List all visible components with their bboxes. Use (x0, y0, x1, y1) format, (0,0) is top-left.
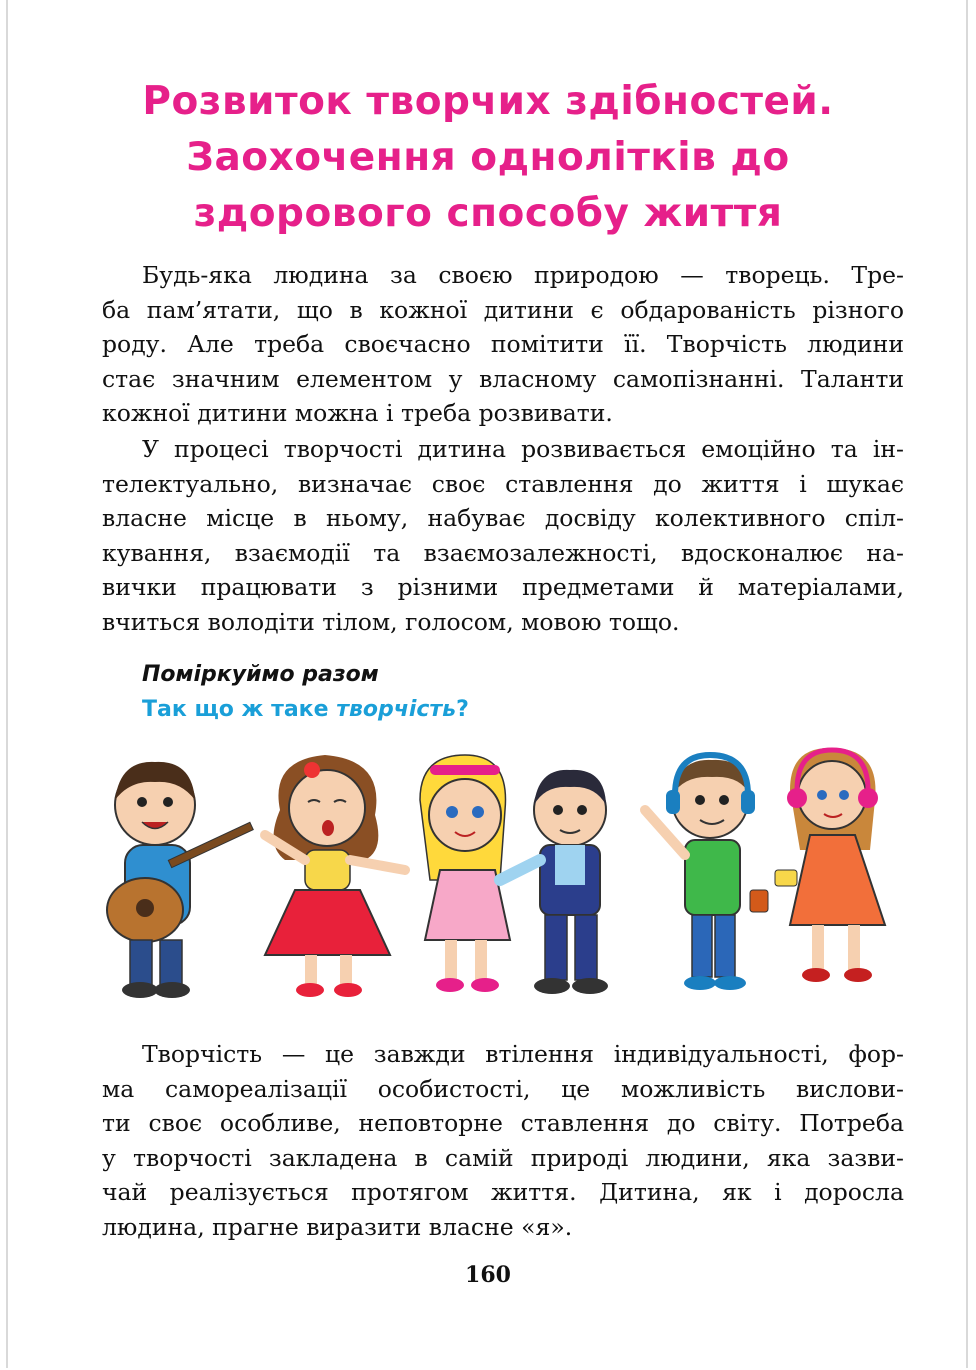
singing-girl (265, 755, 405, 997)
paragraph-line: у творчості закладена в самій природі людини, яка зазви- (102, 1143, 904, 1172)
title-line-2: Заохочення однолітків до (186, 135, 790, 180)
question-heading (142, 697, 469, 722)
question-prefix: Так що ж таке (142, 697, 337, 722)
girl-with-headphones (775, 748, 885, 982)
paragraph-line: кування, взаємодії та взаємозалежності, вдосконалює на- (102, 538, 904, 567)
paragraph-line: чай реалізується протягом життя. Дитина, як і доросла (102, 1178, 904, 1207)
paragraph-line: кожної дитини можна і треба розвивати. (102, 399, 613, 428)
paragraph-line: ти своє особливе, неповторне ставлення до світу. Потреба (102, 1109, 904, 1138)
boy-with-guitar (107, 762, 253, 998)
paragraph-line: стає значним елементом у власному самопізнанні. Таланти (102, 364, 904, 393)
boy-with-headphones (645, 755, 768, 990)
title-line-1: Розвиток творчих здібностей. (142, 79, 834, 124)
page-title (100, 74, 876, 242)
paragraph-2 (102, 432, 904, 640)
paragraph-3 (102, 1037, 904, 1245)
paragraph-line: вчиться володіти тілом, голосом, мовою тощо. (102, 607, 680, 636)
paragraph-line: У процесі творчості дитина розвивається емоційно та ін- (142, 435, 904, 463)
think-together-heading: Поміркуймо разом (142, 662, 379, 687)
page-number: 160 (465, 1262, 511, 1288)
paragraph-line: роду. Але треба своєчасно помітити її. Творчість людини (102, 330, 904, 359)
question-term: творчість (336, 697, 457, 722)
paragraph-line: ма самореалізації особистості, це можливість вислови- (102, 1074, 904, 1103)
paragraph-line: ба пам’ятати, що в кожної дитини є обдарованість різного (102, 295, 904, 324)
paragraph-line: Творчість — це завжди втілення індивідуальності, фор- (142, 1040, 904, 1068)
children-illustration (100, 740, 900, 1010)
paragraph-1 (102, 258, 904, 431)
paragraph-line: власне місце в ньому, набуває досвіду колективного спіл- (102, 504, 904, 533)
paragraph-line: Будь-яка людина за своєю природою — творець. Тре- (142, 261, 904, 289)
paragraph-line: людина, прагне виразити власне «я». (102, 1212, 573, 1241)
paragraph-line: вички працювати з різними предметами й матеріалами, (102, 573, 904, 602)
question-suffix: ? (456, 697, 469, 722)
title-line-3: здорового способу життя (193, 191, 783, 236)
paragraph-line: телектуально, визначає своє ставлення до життя і шукає (102, 469, 904, 498)
dancing-pair (420, 755, 608, 994)
